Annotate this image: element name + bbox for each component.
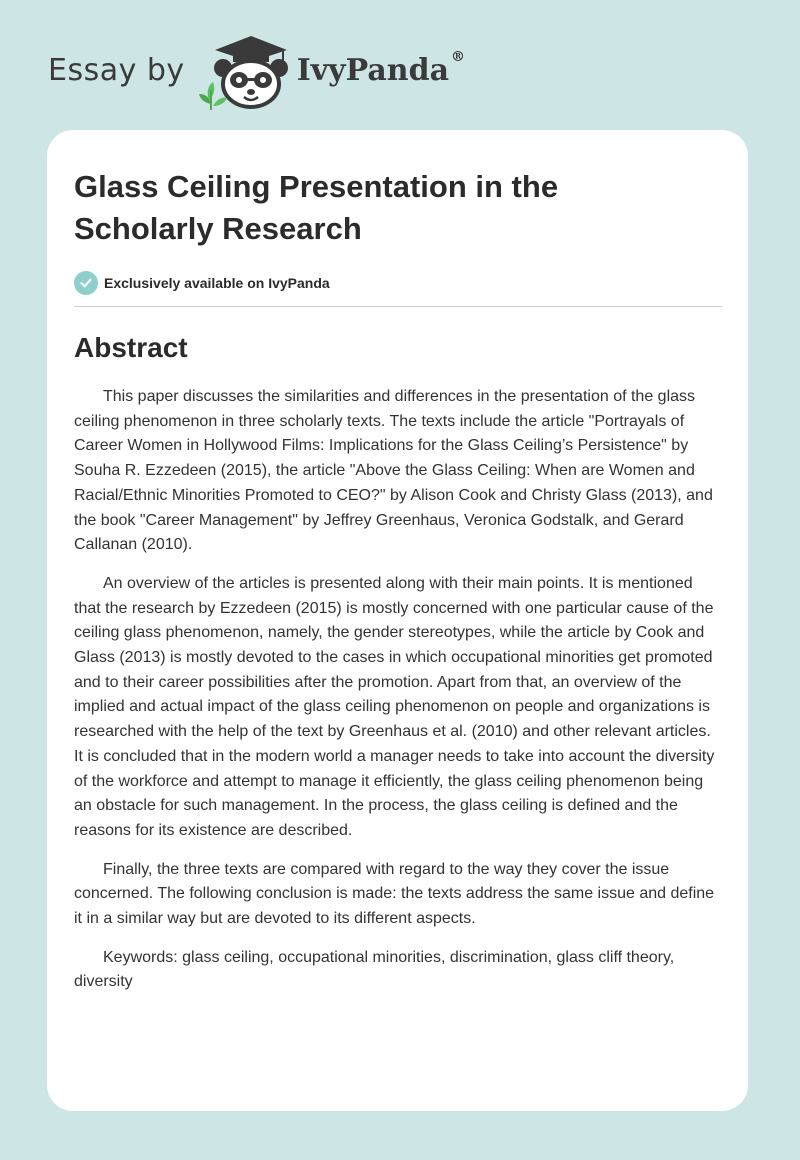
paragraph-1: This paper discusses the similarities and differences in the presentation of the glass ceiling phenomenon in three scholarly texts. The texts include the article "Portrayals of Career Women in Hollywood Films: Implications for the Glass Ceiling’s Persistence" by Souha R. Ezzedeen (2015), the article "Above the Glass Ceiling: When are Women and Racial/Ethnic Minorities Promoted to CEO?" by Alison Cook and Christy Glass (2013), and the book "Career Management" by Jeffrey Greenhaus, Veronica Godstalk, and Gerard Callanan (2010). (74, 388, 713, 554)
exclusive-badge (74, 270, 722, 296)
site-header (48, 30, 465, 110)
brand-prefix: Essay by (48, 52, 185, 88)
panda-graduate-logo-icon (199, 30, 295, 110)
check-circle-icon (74, 271, 98, 295)
registered-mark: ® (451, 48, 466, 65)
exclusive-label: Exclusively available on IvyPanda (104, 275, 330, 291)
paragraph-3: Finally, the three texts are compared with regard to the way they cover the issue concerned. The following conclusion is made: the texts address the same issue and define it in a similar way but are devoted to its different aspects. (74, 860, 715, 928)
brand-name (296, 48, 466, 88)
paragraph-2: An overview of the articles is presented along with their main points. It is mentioned that the research by Ezzedeen (2015) is mostly concerned with one particular cause of the ceiling glass phenomenon, namely, the gender stereotypes, while the article by Cook and Glass (2013) is mostly devoted to the cases in which occupational minorities get promoted and to their career possibilities after the promotion. Apart from that, an overview of the implied and actual impact of the glass ceiling phenomenon on people and organizations is researched with the help of the text by Greenhaus et al. (2010) and other relevant articles. It is concluded that in the modern world a manager needs to take into account the diversity of the workforce and attempt to manage it efficiently, the glass ceiling phenomenon being an obstacle for such management. In the process, the glass ceiling is defined and the reasons for its existence are described. (74, 574, 715, 839)
section-heading-abstract: Abstract (74, 332, 188, 363)
brand-name-text: IvyPanda (296, 52, 450, 88)
abstract-body (74, 385, 722, 995)
page-title: Glass Ceiling Presentation in the Scholarly Research (74, 169, 559, 246)
title-divider (74, 306, 722, 307)
document-card (47, 130, 748, 1111)
keywords-paragraph: Keywords: glass ceiling, occupational minorities, discrimination, glass cliff theory, diversity (74, 948, 675, 991)
